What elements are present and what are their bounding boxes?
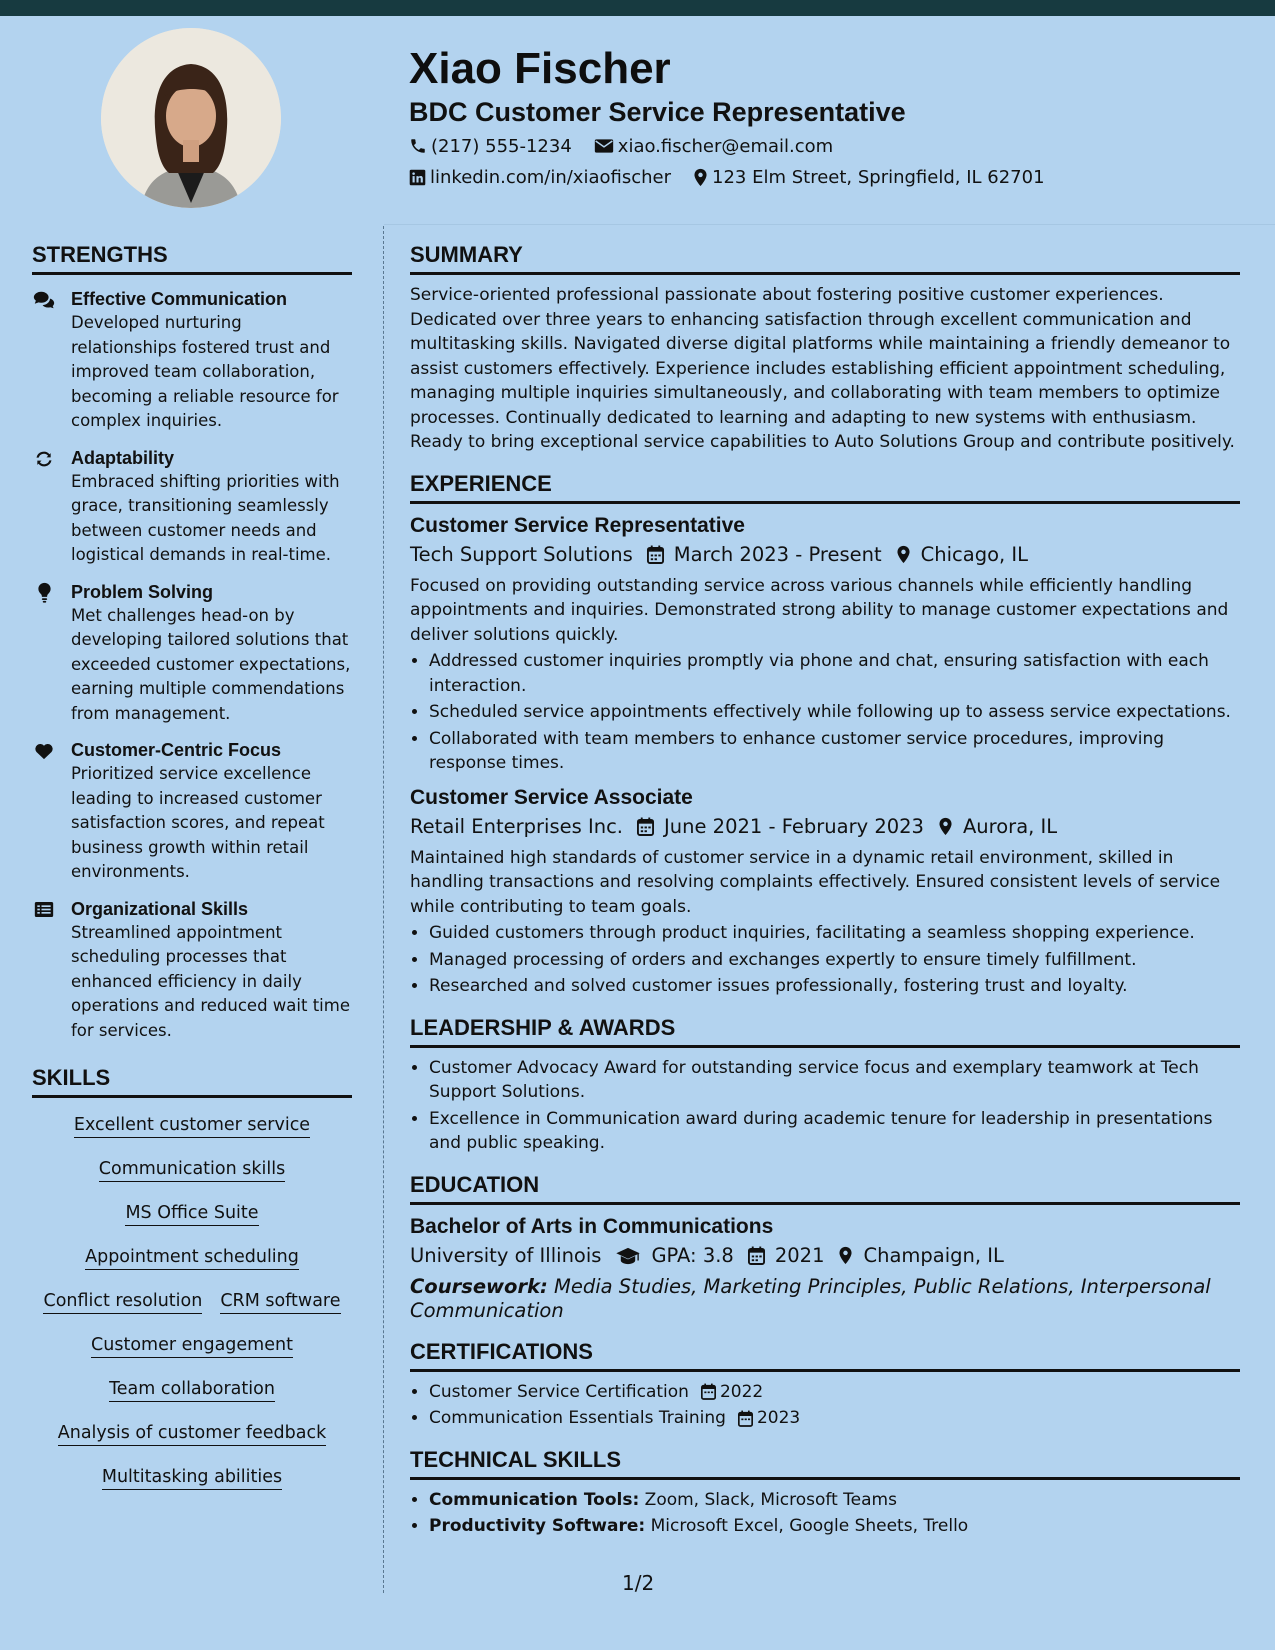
list-item: • Guided customers through product inquiries, facilitating a seamless shopping experience. (429, 921, 1240, 946)
school-location: Champaign, IL (863, 1243, 1004, 1267)
school-location-group (838, 1241, 1003, 1271)
strength-desc: Prioritized service excellence leading to increased customer satisfaction scores, and repeat business growth within retail environments. (71, 764, 325, 881)
linkedin-contact[interactable] (409, 167, 671, 188)
summary-section (410, 240, 1240, 455)
contact-row-1 (409, 133, 855, 159)
skills-list (32, 1104, 352, 1500)
education-meta (410, 1241, 1240, 1271)
job-description: Focused on providing outstanding service across various channels while efficiently handling appointments and inquiries. Demonstrated strong ability to manage customer expectations and deliver solutions quickly. (410, 575, 1229, 645)
map-pin-icon (938, 817, 953, 836)
summary-heading: SUMMARY (410, 240, 1240, 275)
strength-title: Effective Communication (71, 289, 288, 309)
experience-section (410, 469, 1240, 999)
skill-tag: Conflict resolution (43, 1289, 202, 1314)
list-icon (32, 899, 56, 921)
school-name: University of Illinois (410, 1243, 602, 1267)
skill-tag: MS Office Suite (125, 1201, 258, 1226)
strength-item (32, 580, 352, 727)
skill-tag: Communication skills (99, 1157, 285, 1182)
sync-icon (32, 448, 56, 470)
strength-title: Problem Solving (71, 581, 214, 602)
list-item: • Researched and solved customer issues professionally, fostering trust and loyalty. (429, 974, 1240, 999)
phone-contact[interactable] (409, 136, 572, 157)
list-item: • Scheduled service appointments effectively while following up to assess service expectations. (429, 700, 1240, 725)
skill-tag: Multitasking abilities (102, 1465, 282, 1490)
job-company: Retail Enterprises Inc. (410, 814, 623, 838)
map-pin-icon (693, 168, 708, 187)
strength-item (32, 738, 352, 885)
candidate-name: Xiao Fischer (409, 44, 671, 93)
calendar-icon (637, 817, 654, 836)
column-divider (383, 226, 384, 1593)
phone-icon (409, 137, 427, 155)
coursework-text: Media Studies, Marketing Principles, Public Relations, Interpersonal Communication (410, 1274, 1211, 1322)
strength-title: Organizational Skills (71, 898, 249, 919)
job-title: Customer Service Representative (410, 513, 745, 537)
skill-tag: Appointment scheduling (85, 1245, 299, 1270)
strengths-heading: STRENGTHS (32, 240, 352, 275)
address-text: 123 Elm Street, Springfield, IL 62701 (712, 166, 1045, 188)
calendar-icon (738, 1410, 753, 1427)
grad-year: 2021 (774, 1243, 825, 1267)
gpa-text: GPA: 3.8 (651, 1243, 734, 1267)
list-item: • Managed processing of orders and exchanges expertly to ensure timely fulfillment. (429, 948, 1240, 973)
job-dates-group (637, 812, 924, 842)
job-location-group (938, 812, 1057, 842)
gpa-group (615, 1241, 733, 1271)
calendar-icon (647, 545, 664, 564)
job-dates-group (647, 540, 882, 570)
job-entry (410, 512, 1240, 776)
skill-tag: Analysis of customer feedback (58, 1421, 326, 1446)
calendar-icon (701, 1383, 716, 1400)
experience-heading: EXPERIENCE (410, 469, 1240, 504)
job-bullets (410, 921, 1240, 999)
heart-icon (32, 740, 56, 762)
list-item: • Collaborated with team members to enhance customer service procedures, improving response times. (429, 727, 1240, 776)
job-description: Maintained high standards of customer service in a dynamic retail environment, skilled in handling transactions and resolving complaints effectively. Ensured consistent levels of service while contributing to team goals. (410, 847, 1221, 917)
list-item: • Addressed customer inquiries promptly via phone and chat, ensuring satisfaction with each interaction. (429, 649, 1240, 698)
certifications-list (410, 1380, 1240, 1431)
certifications-section (410, 1337, 1240, 1431)
candidate-title: BDC Customer Service Representative (409, 97, 906, 127)
certifications-heading: CERTIFICATIONS (410, 1337, 1240, 1372)
strength-title: Customer-Centric Focus (71, 740, 282, 760)
left-column (32, 240, 352, 1500)
tech-label: Productivity Software: (429, 1516, 646, 1536)
skill-tag: Team collaboration (109, 1377, 275, 1402)
strength-title: Adaptability (71, 447, 175, 468)
cert-name: • Communication Essentials Training (429, 1408, 726, 1428)
education-heading: EDUCATION (410, 1170, 1240, 1205)
job-dates: June 2021 - February 2023 (664, 814, 924, 838)
strength-item (32, 287, 352, 434)
header-divider (384, 224, 1275, 225)
cert-name: • Customer Service Certification (429, 1381, 689, 1402)
strength-item (32, 446, 352, 568)
right-column (410, 240, 1240, 1553)
email-contact[interactable] (594, 136, 833, 157)
list-item: • Excellence in Communication award during academic tenure for leadership in presentations and public speaking. (429, 1107, 1240, 1156)
leadership-section (410, 1013, 1240, 1156)
email-text: xiao.fischer@email.com (617, 135, 834, 157)
job-meta (410, 540, 1240, 570)
job-location: Aurora, IL (962, 814, 1058, 838)
leadership-list (410, 1056, 1240, 1156)
page-number: 1/2 (622, 1571, 655, 1595)
list-item (429, 1406, 1240, 1431)
cert-year: 2023 (756, 1408, 801, 1428)
map-pin-icon (838, 1246, 853, 1265)
technical-skills-list (410, 1488, 1240, 1539)
leadership-heading: LEADERSHIP & AWARDS (410, 1013, 1240, 1048)
address-contact (693, 167, 1045, 188)
summary-text: Service-oriented professional passionate about fostering positive customer experiences. Dedicated over three years to enhancing satisfaction through excellent communication and multitasking skills. Navigated diverse digital platforms while maintaining a friendly demeanor to assist customers effectively. Experience includes establishing efficient appointment scheduling, managing multiple inquiries simultaneously, and collaborating with team members to optimize processes. Continually dedicated to learning and adapting to new systems with enthusiasm. Ready to bring exceptional service capabilities to Auto Solutions Group and contribute positively. (410, 285, 1235, 452)
linkedin-text: linkedin.com/in/xiaofischer (430, 166, 671, 188)
list-item (429, 1488, 1240, 1513)
technical-skills-section (410, 1445, 1240, 1539)
education-section (410, 1170, 1240, 1323)
strength-desc: Embraced shifting priorities with grace, transitioning seamlessly between customer needs and logistical demands in real-time. (71, 471, 340, 564)
job-meta (410, 812, 1240, 842)
job-dates: March 2023 - Present (673, 542, 882, 566)
coursework-label: Coursework: (410, 1274, 548, 1298)
top-bar (0, 0, 1275, 16)
lightbulb-icon (32, 582, 56, 604)
job-entry (410, 784, 1240, 999)
phone-text: (217) 555-1234 (431, 135, 572, 157)
grad-year-group (748, 1241, 825, 1271)
cert-year: 2022 (719, 1381, 764, 1402)
job-location-group (896, 540, 1028, 570)
strength-desc: Met challenges head-on by developing tailored solutions that exceeded customer expectations, earning multiple commendations from management. (71, 605, 351, 723)
job-bullets (410, 649, 1240, 776)
strength-desc: Streamlined appointment scheduling processes that enhanced efficiency in daily operations and reduced wait time for services. (71, 922, 350, 1040)
job-location: Chicago, IL (920, 542, 1029, 566)
list-item (429, 1380, 1240, 1405)
coursework (410, 1275, 1240, 1323)
envelope-icon (594, 138, 614, 154)
skill-tag: CRM software (220, 1289, 340, 1314)
skill-tag: Customer engagement (91, 1333, 293, 1358)
strength-item (32, 897, 352, 1044)
profile-photo (101, 28, 281, 208)
degree-title: Bachelor of Arts in Communications (410, 1214, 774, 1238)
contact-row-2 (409, 164, 1067, 190)
technical-skills-heading: TECHNICAL SKILLS (410, 1445, 1240, 1480)
tech-value: Microsoft Excel, Google Sheets, Trello (650, 1516, 969, 1536)
job-title: Customer Service Associate (410, 785, 693, 809)
list-item: • Customer Advocacy Award for outstanding service focus and exemplary teamwork at Tech Support Solutions. (429, 1056, 1240, 1105)
list-item (429, 1514, 1240, 1539)
job-company: Tech Support Solutions (410, 542, 633, 566)
strength-desc: Developed nurturing relationships fostered trust and improved team collaboration, becoming a reliable resource for complex inquiries. (71, 313, 339, 430)
map-pin-icon (896, 545, 911, 564)
comments-icon (32, 289, 56, 311)
skill-tag: Excellent customer service (74, 1113, 310, 1138)
skills-heading: SKILLS (32, 1063, 352, 1098)
tech-value: Zoom, Slack, Microsoft Teams (644, 1489, 897, 1510)
calendar-icon (748, 1246, 765, 1265)
linkedin-icon (409, 169, 426, 186)
graduation-cap-icon (615, 1247, 641, 1265)
tech-label: Communication Tools: (429, 1489, 640, 1510)
